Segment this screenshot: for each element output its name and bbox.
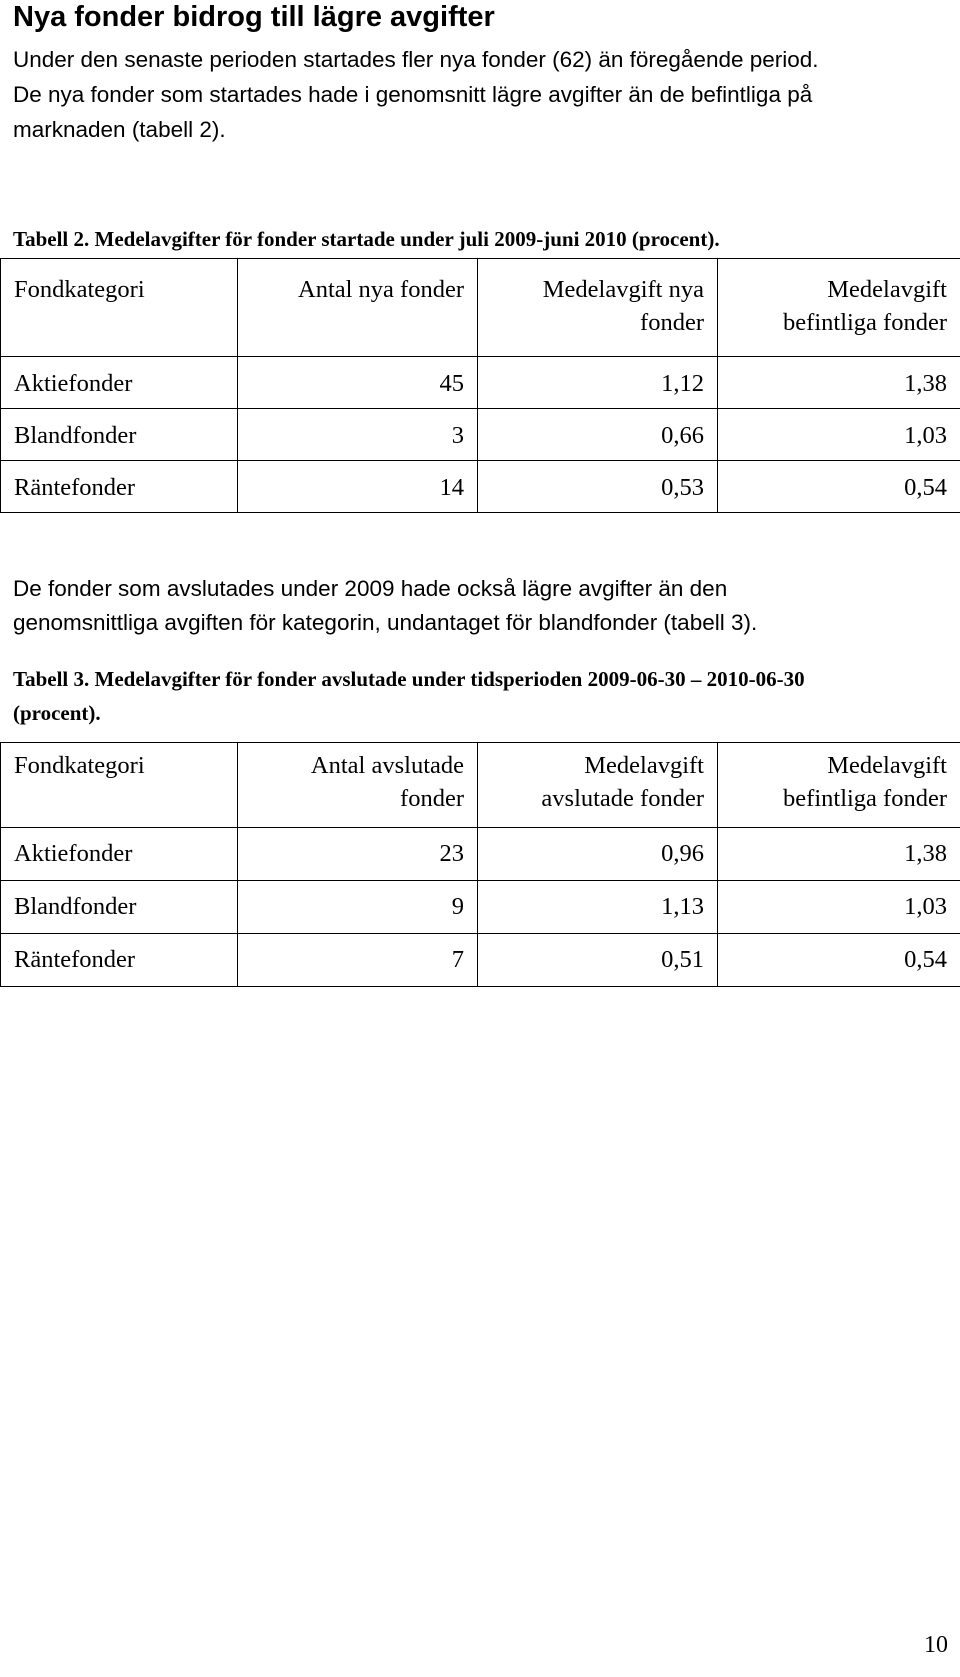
table-cell: 3 xyxy=(238,409,478,461)
table-cell: 1,38 xyxy=(718,828,960,881)
table-cell: Aktiefonder xyxy=(1,828,238,881)
intro-line: Under den senaste perioden startades fler nya fonder (62) än föregående period. xyxy=(13,47,819,72)
table-cell: 45 xyxy=(238,357,478,409)
table-cell: 1,03 xyxy=(718,881,960,934)
table3-caption xyxy=(13,662,805,730)
table-cell: 7 xyxy=(238,934,478,987)
table-cell: Blandfonder xyxy=(1,881,238,934)
table-cell: 14 xyxy=(238,461,478,513)
column-header: Medelavgift nya fonder xyxy=(478,259,718,357)
table-cell: 23 xyxy=(238,828,478,881)
page-number: 10 xyxy=(924,1632,948,1658)
table2 xyxy=(0,258,960,513)
closing-line: genomsnittliga avgiften för kategorin, undantaget för blandfonder (tabell 3). xyxy=(13,610,758,635)
table-cell: 0,53 xyxy=(478,461,718,513)
table-cell: 0,96 xyxy=(478,828,718,881)
table-cell: Räntefonder xyxy=(1,934,238,987)
table-cell: 0,54 xyxy=(718,461,960,513)
table-row xyxy=(1,881,960,934)
table-header-row xyxy=(1,743,960,828)
table-cell: 0,66 xyxy=(478,409,718,461)
table3 xyxy=(0,742,960,987)
table-row xyxy=(1,828,960,881)
table-cell: 0,54 xyxy=(718,934,960,987)
table-row xyxy=(1,934,960,987)
column-header: Medelavgift befintliga fonder xyxy=(718,259,960,357)
table-header-row xyxy=(1,259,960,357)
table-row xyxy=(1,461,960,513)
table-row xyxy=(1,409,960,461)
closing-line: De fonder som avslutades under 2009 hade också lägre avgifter än den xyxy=(13,576,728,601)
table-row xyxy=(1,357,960,409)
intro-line: marknaden (tabell 2). xyxy=(13,117,226,142)
table3-caption-line: Tabell 3. Medelavgifter för fonder avslutade under tidsperioden 2009-06-30 – 2010-06-30 xyxy=(13,667,805,691)
table-cell: 1,03 xyxy=(718,409,960,461)
table-cell: Aktiefonder xyxy=(1,357,238,409)
table-cell: 0,51 xyxy=(478,934,718,987)
column-header: Medelavgift avslutade fonder xyxy=(478,743,718,828)
intro-paragraph xyxy=(13,42,819,147)
table-cell: 1,13 xyxy=(478,881,718,934)
column-header: Medelavgift befintliga fonder xyxy=(718,743,960,828)
table2-caption: Tabell 2. Medelavgifter för fonder startade under juli 2009-juni 2010 (procent). xyxy=(13,227,720,251)
table-cell: 1,12 xyxy=(478,357,718,409)
column-header: Antal avslutade fonder xyxy=(238,743,478,828)
section-heading: Nya fonder bidrog till lägre avgifter xyxy=(13,1,495,33)
table-cell: 9 xyxy=(238,881,478,934)
intro-line: De nya fonder som startades hade i genomsnitt lägre avgifter än de befintliga på xyxy=(13,82,813,107)
column-header: Fondkategori xyxy=(1,259,238,357)
column-header: Fondkategori xyxy=(1,743,238,828)
closing-paragraph xyxy=(13,572,757,640)
table3-caption-line: (procent). xyxy=(13,701,101,725)
column-header: Antal nya fonder xyxy=(238,259,478,357)
table-cell: Blandfonder xyxy=(1,409,238,461)
table-cell: Räntefonder xyxy=(1,461,238,513)
table-cell: 1,38 xyxy=(718,357,960,409)
